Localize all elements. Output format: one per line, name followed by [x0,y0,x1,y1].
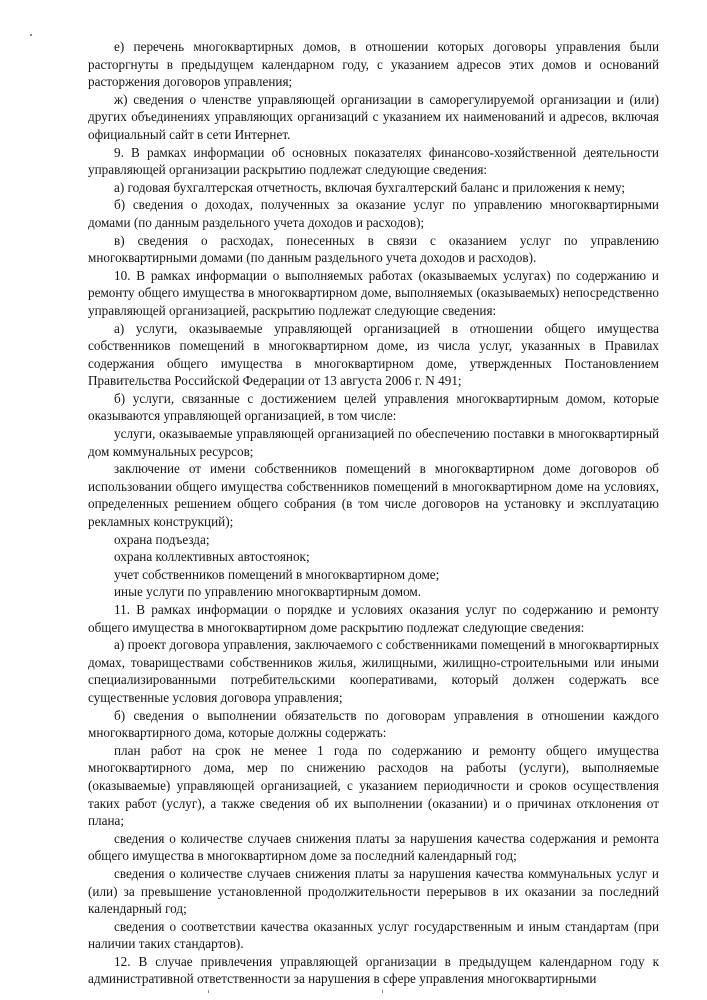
list-item: сведения о количестве случаев снижения платы за нарушения качества коммунальных услуг и (или) за превышение установленной продолжительности перерывов в их оказании за последний календарный год; [88,865,659,917]
list-item: охрана коллективных автостоянок; [114,549,310,565]
list-item: охрана подъезда; [114,531,210,547]
list-item: сведения о количестве случаев снижения платы за нарушения качества содержания и ремонта общего имущества в многоквартирном доме за последний календарный год; [88,830,659,864]
list-item: иные услуги по управлению многоквартирным домом. [114,584,422,600]
paragraph-e: е) перечень многоквартирных домов, в отношении которых договоры управления были расторгнуты в предыдущем календарном году, с указанием адресов этих домов и оснований расторжения договоров управления; [88,39,659,90]
list-item: план работ на срок не менее 1 года по содержанию и ремонту общего имущества многоквартирного дома, мер по снижению расходов на работы (услуги), выполняемые (оказываемые) управляющей организацией, с указанием периодичности и сроков осуществления таких работ (услуг), а также сведения об их выполнении (оказании) и о причинах отклонения от плана; [88,742,659,829]
paragraph-9v: в) сведения о расходах, понесенных в связи с оказанием услуг по управлению многоквартирными домами (по данным раздельного учета доходов и расходов). [88,232,659,266]
paragraph-10: 10. В рамках информации о выполняемых работах (оказываемых услугах) по содержанию и ремонту общего имущества в многоквартирном доме, выполняемых (оказываемых) непосредственно управляющей организацией, раскрытию подлежат следующие сведения: [88,267,659,318]
scan-mark [208,990,209,993]
paragraph-11: 11. В рамках информации о порядке и условиях оказания услуг по содержанию и ремонту общего имущества в многоквартирном доме раскрытию подлежат следующие сведения: [88,602,659,635]
paragraph-9: 9. В рамках информации об основных показателях финансово-хозяйственной деятельности управляющей организации раскрытию подлежат следующие сведения: [88,144,659,178]
paragraph-zh: ж) сведения о членстве управляющей организации в саморегулируемой организации и (или) других объединениях управляющих организаций с указанием их наименований и адресов, включая официальный сайт в сети Интернет. [88,91,659,142]
scan-mark [30,34,32,36]
paragraph-10b: б) услуги, связанные с достижением целей управления многоквартирным домом, которые оказываются управляющей организацией, в том числе: [88,390,659,424]
paragraph-11a: а) проект договора управления, заключаемого с собственниками помещений в многоквартирных домах, товариществами собственников жилья, жилищными, жилищно-строительными или иными специализированными потребительскими кооперативами, который должен содержать все существенные условия договора управления; [88,637,659,705]
paragraph-9b: б) сведения о доходах, полученных за оказание услуг по управлению многоквартирными домами (по данным раздельного учета доходов и расходов); [88,197,659,230]
paragraph-11b: б) сведения о выполнении обязательств по договорам управления в отношении каждого многоквартирного дома, которые должны содержать: [88,707,659,741]
list-item: учет собственников помещений в многоквартирном доме; [114,566,440,582]
paragraph-10a: а) услуги, оказываемые управляющей организацией в отношении общего имущества собственников помещений в многоквартирном доме, из числа услуг, указанных в Правилах содержания общего имущества в многоквартирном доме, утвержденных Постановлением Правительства Российской Федерации от 13 августа 2006 г. N 491; [88,320,659,389]
list-item: сведения о соответствии качества оказанных услуг государственным и иным стандартам (при наличии таких стандартов). [88,918,659,952]
scan-mark [382,990,383,993]
paragraph-12: 12. В случае привлечения управляющей организации в предыдущем календарном году к административной ответственности за нарушения в сфере управления многоквартирными [88,953,659,987]
list-item: услуги, оказываемые управляющей организацией по обеспечению поставки в многоквартирный дом коммунальных ресурсов; [88,426,659,459]
list-item: заключение от имени собственников помещений в многоквартирном доме договоров об использовании общего имущества собственников помещений в многоквартирном доме на условиях, определенных решением общего собрания (в том числе договоров на установку и эксплуатацию рекламных конструкций); [88,461,659,530]
document-body [88,38,659,988]
paragraph-9a: а) годовая бухгалтерская отчетность, включая бухгалтерский баланс и приложения к нему; [114,179,626,195]
